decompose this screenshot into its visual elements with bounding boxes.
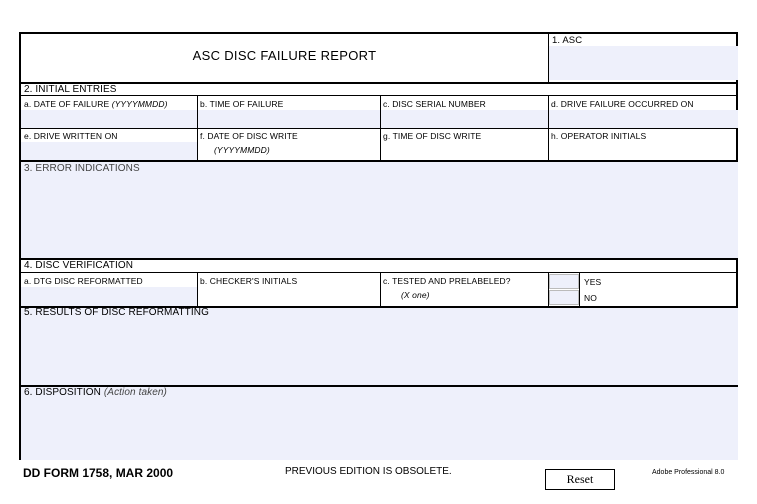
date-of-disc-write-format: (YYYYMMDD) (214, 145, 270, 155)
time-of-failure-field[interactable] (198, 110, 380, 128)
time-of-disc-write-label: g. TIME OF DISC WRITE (383, 131, 482, 141)
dtg-disc-reformatted-label: a. DTG DISC REFORMATTED (24, 276, 143, 286)
yes-label: YES (584, 277, 602, 287)
dtg-disc-reformatted-field[interactable] (21, 287, 197, 306)
divider (21, 95, 736, 96)
edition-note: PREVIOUS EDITION IS OBSOLETE. (285, 466, 452, 477)
no-checkbox[interactable] (549, 290, 579, 305)
drive-failure-occurred-on-field[interactable] (549, 110, 738, 128)
date-of-failure-field[interactable] (21, 110, 197, 128)
divider (21, 82, 736, 84)
form-title: ASC DISC FAILURE REPORT (192, 48, 377, 63)
form-number: DD FORM 1758, MAR 2000 (23, 466, 174, 480)
disc-failure-report-form (19, 32, 738, 460)
date-of-disc-write-label: f. DATE OF DISC WRITE (200, 131, 298, 141)
divider (21, 272, 736, 273)
x-one-note: (X one) (401, 290, 430, 300)
results-of-disc-reformatting-heading: 5. RESULTS OF DISC REFORMATTING (24, 307, 209, 318)
asc-label: 1. ASC (552, 35, 583, 46)
tested-and-prelabeled-label: c. TESTED AND PRELABELED? (383, 276, 511, 286)
no-label: NO (584, 293, 597, 303)
time-of-failure-label: b. TIME OF FAILURE (200, 99, 284, 109)
disc-serial-number-label: c. DISC SERIAL NUMBER (383, 99, 486, 109)
initial-entries-heading: 2. INITIAL ENTRIES (24, 84, 117, 95)
reset-button[interactable]: Reset (545, 469, 615, 490)
software-note: Adobe Professional 8.0 (652, 469, 725, 476)
divider (579, 273, 580, 306)
drive-written-on-field[interactable] (21, 142, 197, 160)
disc-serial-number-field[interactable] (381, 110, 548, 128)
date-of-failure-label: a. DATE OF FAILURE (YYYYMMDD) (24, 99, 168, 109)
disposition-heading: 6. DISPOSITION (Action taken) (24, 387, 167, 398)
error-indications-field[interactable] (21, 162, 738, 258)
asc-field[interactable] (549, 46, 738, 80)
results-of-disc-reformatting-field[interactable] (21, 308, 738, 385)
operator-initials-label: h. OPERATOR INITIALS (551, 131, 647, 141)
drive-failure-occurred-on-label: d. DRIVE FAILURE OCCURRED ON (551, 99, 694, 109)
disc-verification-heading: 4. DISC VERIFICATION (24, 260, 134, 271)
divider (380, 273, 381, 306)
checkers-initials-label: b. CHECKER'S INITIALS (200, 276, 298, 286)
error-indications-heading: 3. ERROR INDICATIONS (24, 163, 140, 174)
divider (21, 128, 736, 129)
drive-written-on-label: e. DRIVE WRITTEN ON (24, 131, 118, 141)
yes-checkbox[interactable] (549, 274, 579, 289)
divider (197, 273, 198, 306)
